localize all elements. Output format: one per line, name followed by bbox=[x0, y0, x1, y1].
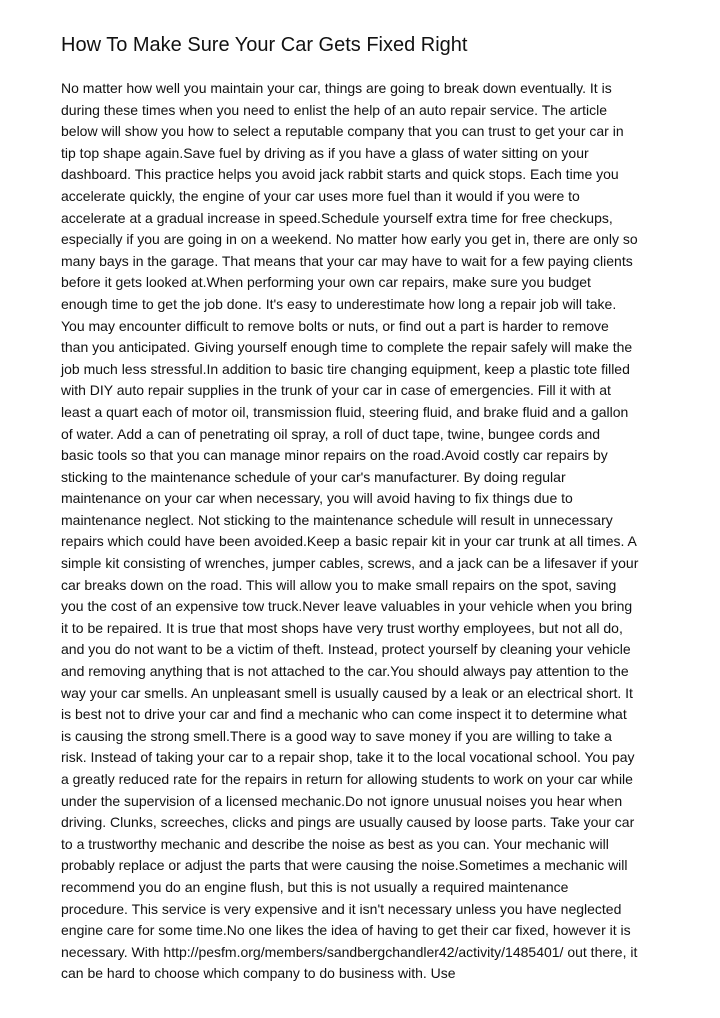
article-line: probably replace or adjust the parts that were causing the noise.Sometimes a mechanic will bbox=[61, 857, 628, 874]
article-line: You may encounter difficult to remove bolts or nuts, or find out a part is harder to remove bbox=[61, 317, 609, 334]
article-line: under the supervision of a licensed mechanic.Do not ignore unusual noises you hear when bbox=[61, 792, 623, 809]
article-line: and you do not want to be a victim of theft. Instead, protect yourself by cleaning your vehicle bbox=[61, 641, 631, 658]
article-line: engine care for some time.No one likes the idea of having to get their car fixed, however it is bbox=[61, 922, 631, 939]
article-line: dashboard. This practice helps you avoid jack rabbit starts and quick stops. Each time you bbox=[61, 166, 619, 183]
article-line: repairs which could have been avoided.Keep a basic repair kit in your car trunk at all times. A bbox=[61, 533, 637, 550]
article-line: to a trustworthy mechanic and describe the noise as best as you can. Your mechanic will bbox=[61, 835, 609, 852]
page-title: How To Make Sure Your Car Gets Fixed Right bbox=[61, 34, 468, 56]
article-line: a greatly reduced rate for the repairs in return for allowing students to work on your car while bbox=[61, 771, 633, 787]
article-line: No matter how well you maintain your car, things are going to break down eventually. It is bbox=[61, 80, 612, 96]
article-body bbox=[61, 78, 671, 985]
article-line: driving. Clunks, screeches, clicks and pings are usually caused by loose parts. Take your car bbox=[61, 814, 635, 831]
article-line: especially if you are going in on a weekend. No matter how early you get in, there are only so bbox=[61, 231, 638, 248]
article-line: least a quart each of motor oil, transmission fluid, steering fluid, and brake fluid and a gallon bbox=[61, 403, 629, 420]
article-line: enough time to get the job done. It's easy to underestimate how long a repair job will take. bbox=[61, 295, 617, 312]
article-line: can be hard to choose which company to do business with. Use bbox=[61, 965, 456, 982]
article-line: accelerate quickly, the engine of your car uses more fuel than it would if you were to bbox=[61, 187, 580, 204]
article-line: sticking to the maintenance schedule of your car's manufacturer. By doing regular bbox=[61, 468, 566, 485]
article-line: is causing the strong smell.There is a good way to save money if you are willing to take a bbox=[61, 727, 612, 744]
article-line: many bays in the garage. That means that your car may have to wait for a few paying clients bbox=[61, 252, 633, 269]
article-line: you the cost of an expensive tow truck.Never leave valuables in your vehicle when you bring bbox=[61, 598, 633, 615]
article-line: maintenance neglect. Not sticking to the maintenance schedule will result in unnecessary bbox=[61, 511, 613, 528]
article-line: accelerate at a gradual increase in speed.Schedule yourself extra time for free checkups, bbox=[61, 209, 613, 226]
article-line: risk. Instead of taking your car to a repair shop, take it to the local vocational school. You pay bbox=[61, 749, 635, 766]
article-line: below will show you how to select a reputable company that you can trust to get your car in bbox=[61, 123, 624, 140]
article-line: and removing anything that is not attached to the car.You should always pay attention to the bbox=[61, 663, 629, 680]
article-line: with DIY auto repair supplies in the trunk of your car in case of emergencies. Fill it with at bbox=[61, 382, 611, 399]
article-line: of water. Add a can of penetrating oil spray, a roll of duct tape, twine, bungee cords and bbox=[61, 425, 601, 442]
article-line: tip top shape again.Save fuel by driving as if you have a glass of water sitting on your bbox=[61, 144, 589, 161]
article-line: recommend you do an engine flush, but this is not usually a required maintenance bbox=[61, 878, 569, 895]
article-line: is best not to drive your car and find a mechanic who can come inspect it to determine what bbox=[61, 706, 627, 723]
article-line: maintenance on your car when necessary, you will avoid having to fix things due to bbox=[61, 490, 573, 507]
article-line: way your car smells. An unpleasant smell is usually caused by a leak or an electrical short. It bbox=[61, 684, 633, 701]
article-line: procedure. This service is very expensive and it isn't necessary unless you have neglected bbox=[61, 900, 622, 917]
article-line: simple kit consisting of wrenches, jumper cables, screws, and a jack can be a lifesaver if your bbox=[61, 555, 639, 572]
article-line: job much less stressful.In addition to basic tire changing equipment, keep a plastic tote filled bbox=[61, 360, 630, 377]
article-line: during these times when you need to enlist the help of an auto repair service. The article bbox=[61, 101, 608, 118]
article-line: necessary. With http://pesfm.org/members/sandbergchandler42/activity/1485401/ out there, it bbox=[61, 943, 638, 960]
article-line: before it gets looked at.When performing your own car repairs, make sure you budget bbox=[61, 274, 591, 291]
article-line: car breaks down on the road. This will allow you to make small repairs on the spot, saving bbox=[61, 576, 617, 593]
article-line: basic tools so that you can manage minor repairs on the road.Avoid costly car repairs by bbox=[61, 447, 608, 464]
article-line: than you anticipated. Giving yourself enough time to complete the repair safely will make the bbox=[61, 339, 633, 356]
article-line: it to be repaired. It is true that most shops have very trust worthy employees, but not all do, bbox=[61, 619, 623, 636]
